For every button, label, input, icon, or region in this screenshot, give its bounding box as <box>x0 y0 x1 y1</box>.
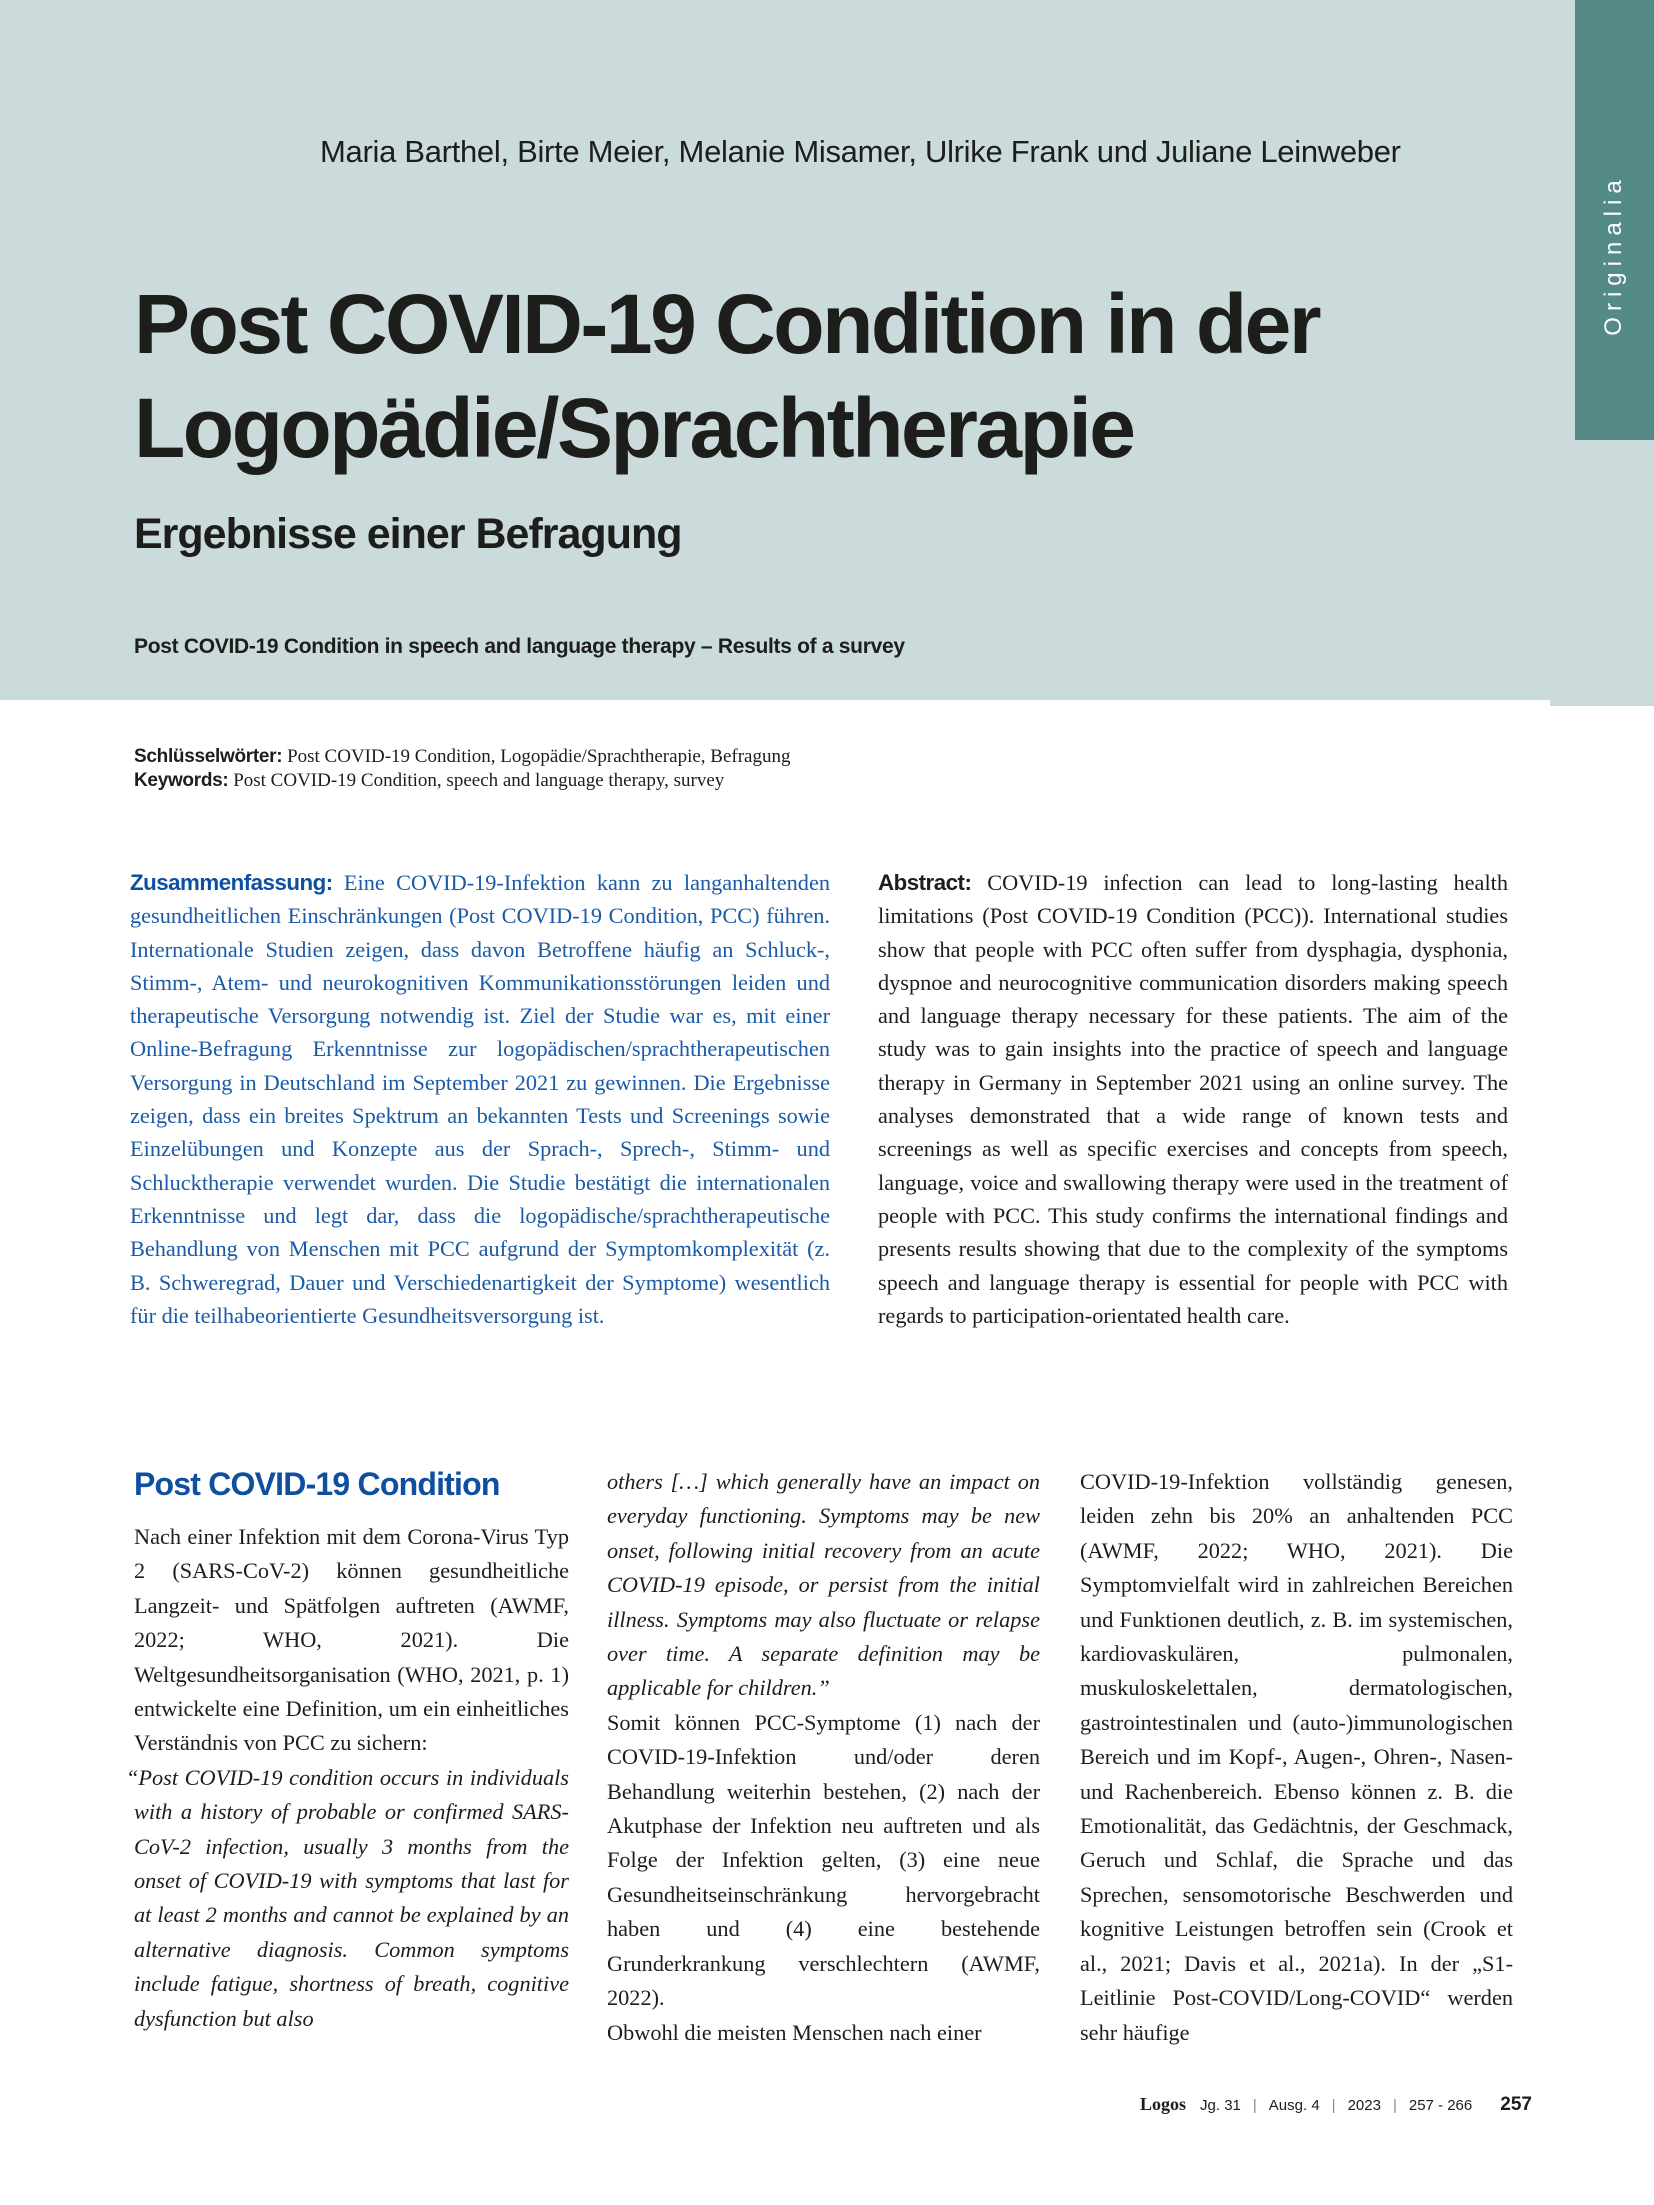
body-column-3 <box>1080 1465 1513 2050</box>
article-subtitle: Ergebnisse einer Befragung <box>134 510 682 558</box>
footer-journal-name: Logos <box>1140 2094 1187 2114</box>
footer-separator: | <box>1252 2097 1257 2114</box>
body-paragraph: Nach einer Infektion mit dem Corona-Virus Typ 2 (SARS-CoV-2) können gesundheitliche Langzeit- und Spätfolgen auftreten (AWMF, 2022; WHO, 2021). Die Weltgesundheitsorganisation (WHO, 2021, p. 1) entwickelte eine Definition, um ein einheitliches Verständnis von PCC zu sichern: <box>134 1524 569 1756</box>
footer-issue: Ausg. 4 <box>1268 2097 1320 2114</box>
body-paragraph: Obwohl die meisten Menschen nach einer <box>607 2019 982 2045</box>
keywords-en-label: Keywords: <box>134 770 229 791</box>
page-footer <box>1140 2094 1532 2116</box>
body-paragraph: Somit können PCC-Symptome (1) nach der COVID-19-Infektion und/oder deren Behandlung weiterhin bestehen, (2) nach der Akutphase der Infektion neu auftreten und als Folge der Infektion gelten, (3) eine neue Gesundheitseinschränkung hervorgebracht haben und (4) eine bestehende Grunderkrankung verschlechtern (AWMF, 2022). <box>607 1709 1040 2011</box>
keywords-en-value: Post COVID-19 Condition, speech and language therapy, survey <box>228 770 725 791</box>
article-english-title: Post COVID-19 Condition in speech and language therapy – Results of a survey <box>134 635 905 658</box>
footer-page-range: 257 - 266 <box>1408 2097 1473 2114</box>
article-title-line2: Logopädie/Sprachtherapie <box>134 381 1134 475</box>
abstract-german-label: Zusammenfassung: <box>130 870 333 895</box>
footer-separator: | <box>1392 2097 1397 2114</box>
article-title-line1: Post COVID-19 Condition in der <box>134 277 1320 371</box>
footer-page-number: 257 <box>1500 2094 1532 2115</box>
body-column-1 <box>126 1520 569 2036</box>
keywords-en <box>134 769 790 793</box>
abstract-german <box>130 866 830 1332</box>
abstract-english <box>878 866 1508 1332</box>
footer-separator: | <box>1331 2097 1336 2114</box>
section-heading: Post COVID-19 Condition <box>134 1466 500 1502</box>
article-title <box>134 272 1534 480</box>
footer-year: 2023 <box>1347 2097 1381 2114</box>
keywords-de <box>134 745 790 769</box>
who-definition-quote-continued: others […] which generally have an impact on everyday functioning. Symptoms may be new onset, following initial recovery from an acute COVID-19 episode, or persist from the initial illness. Symptoms may also fluctuate or relapse over time. A separate definition may be applicable for children.” <box>607 1469 1040 1701</box>
abstract-german-text: Eine COVID-19-Infektion kann zu langanhaltenden gesundheitlichen Einschränkungen (Post COVID-19 Condition, PCC) führen. Internationale Studien zeigen, dass davon Betroffene häufig an Schluck-, Stimm-, Atem- und neurokognitiven Kommunikationsstörungen leiden und therapeutische Versorgung notwendig ist. Ziel der Studie war es, mit einer Online-Befragung Erkenntnisse zur logopädischen/sprachtherapeutischen Versorgung in Deutschland im September 2021 zu gewinnen. Die Ergebnisse zeigen, dass ein breites Spektrum an bekannten Tests und Screenings sowie Einzelübungen und Konzepte aus der Sprach-, Sprech-, Stimm- und Schlucktherapie verwendet wurden. Die Studie bestätigt die internationalen Erkenntnisse und legt dar, dass die logopädische/sprachtherapeutische Behandlung von Menschen mit PCC aufgrund der Symptomkomplexität (z. B. Schweregrad, Dauer und Verschiedenartigkeit der Symptome) wesentlich für die teilhabeorientierte Gesundheitsversorgung ist. <box>130 870 830 1328</box>
keywords-block <box>134 745 790 793</box>
body-column-2 <box>607 1465 1040 2050</box>
abstract-english-label: Abstract: <box>878 870 972 895</box>
body-paragraph: COVID-19-Infektion vollständig genesen, leiden zehn bis 20% an anhaltenden PCC (AWMF, 2022; WHO, 2021). Die Symptomvielfalt wird in zahlreichen Bereichen und Funktionen deutlich, z. B. im systemischen, kardiovaskulären, pulmonalen, muskuloskelettalen, dermatologischen, gastrointestinalen und (auto-)immunologischen Bereich und im Kopf-, Augen-, Ohren-, Nasen- und Rachenbereich. Ebenso können z. B. die Emotionalität, das Gedächtnis, der Geschmack, Geruch und Schlaf, die Sprache und das Sprechen, sensomotorische Beschwerden und kognitive Leistungen betroffen sein (Crook et al., 2021; Davis et al., 2021a). In der „S1-Leitlinie Post-COVID/Long-COVID“ werden sehr häufige <box>1080 1469 1513 2045</box>
keywords-de-value: Post COVID-19 Condition, Logopädie/Sprachtherapie, Befragung <box>282 746 791 767</box>
abstract-english-text: COVID-19 infection can lead to long-lasting health limitations (Post COVID-19 Condition (PCC)). International studies show that people with PCC often suffer from dysphagia, dysphonia, dyspnoe and neurocognitive communication disorders making speech and language therapy necessary for these patients. The aim of the study was to gain insights into the practice of speech and language therapy in Germany in September 2021 using an online survey. The analyses demonstrated that a wide range of known tests and screenings as well as specific exercises and concepts from speech, language, voice and swallowing therapy were used in the treatment of people with PCC. This study confirms the international findings and presents results showing that due to the complexity of the symptoms speech and language therapy is essential for people with PCC with regards to participation-orientated health care. <box>878 870 1508 1328</box>
footer-volume: Jg. 31 <box>1200 2097 1241 2114</box>
article-authors: Maria Barthel, Birte Meier, Melanie Misamer, Ulrike Frank und Juliane Leinweber <box>320 134 1401 169</box>
who-definition-quote: “Post COVID-19 condition occurs in individuals with a history of probable or confirmed SARS-CoV-2 infection, usually 3 months from the onset of COVID-19 with symptoms that last for at least 2 months and cannot be explained by an alternative diagnosis. Common symptoms include fatigue, shortness of breath, cognitive dysfunction but also <box>126 1764 569 2031</box>
keywords-de-label: Schlüsselwörter: <box>134 746 283 767</box>
section-side-tab-label: Originalia <box>1600 174 1627 336</box>
